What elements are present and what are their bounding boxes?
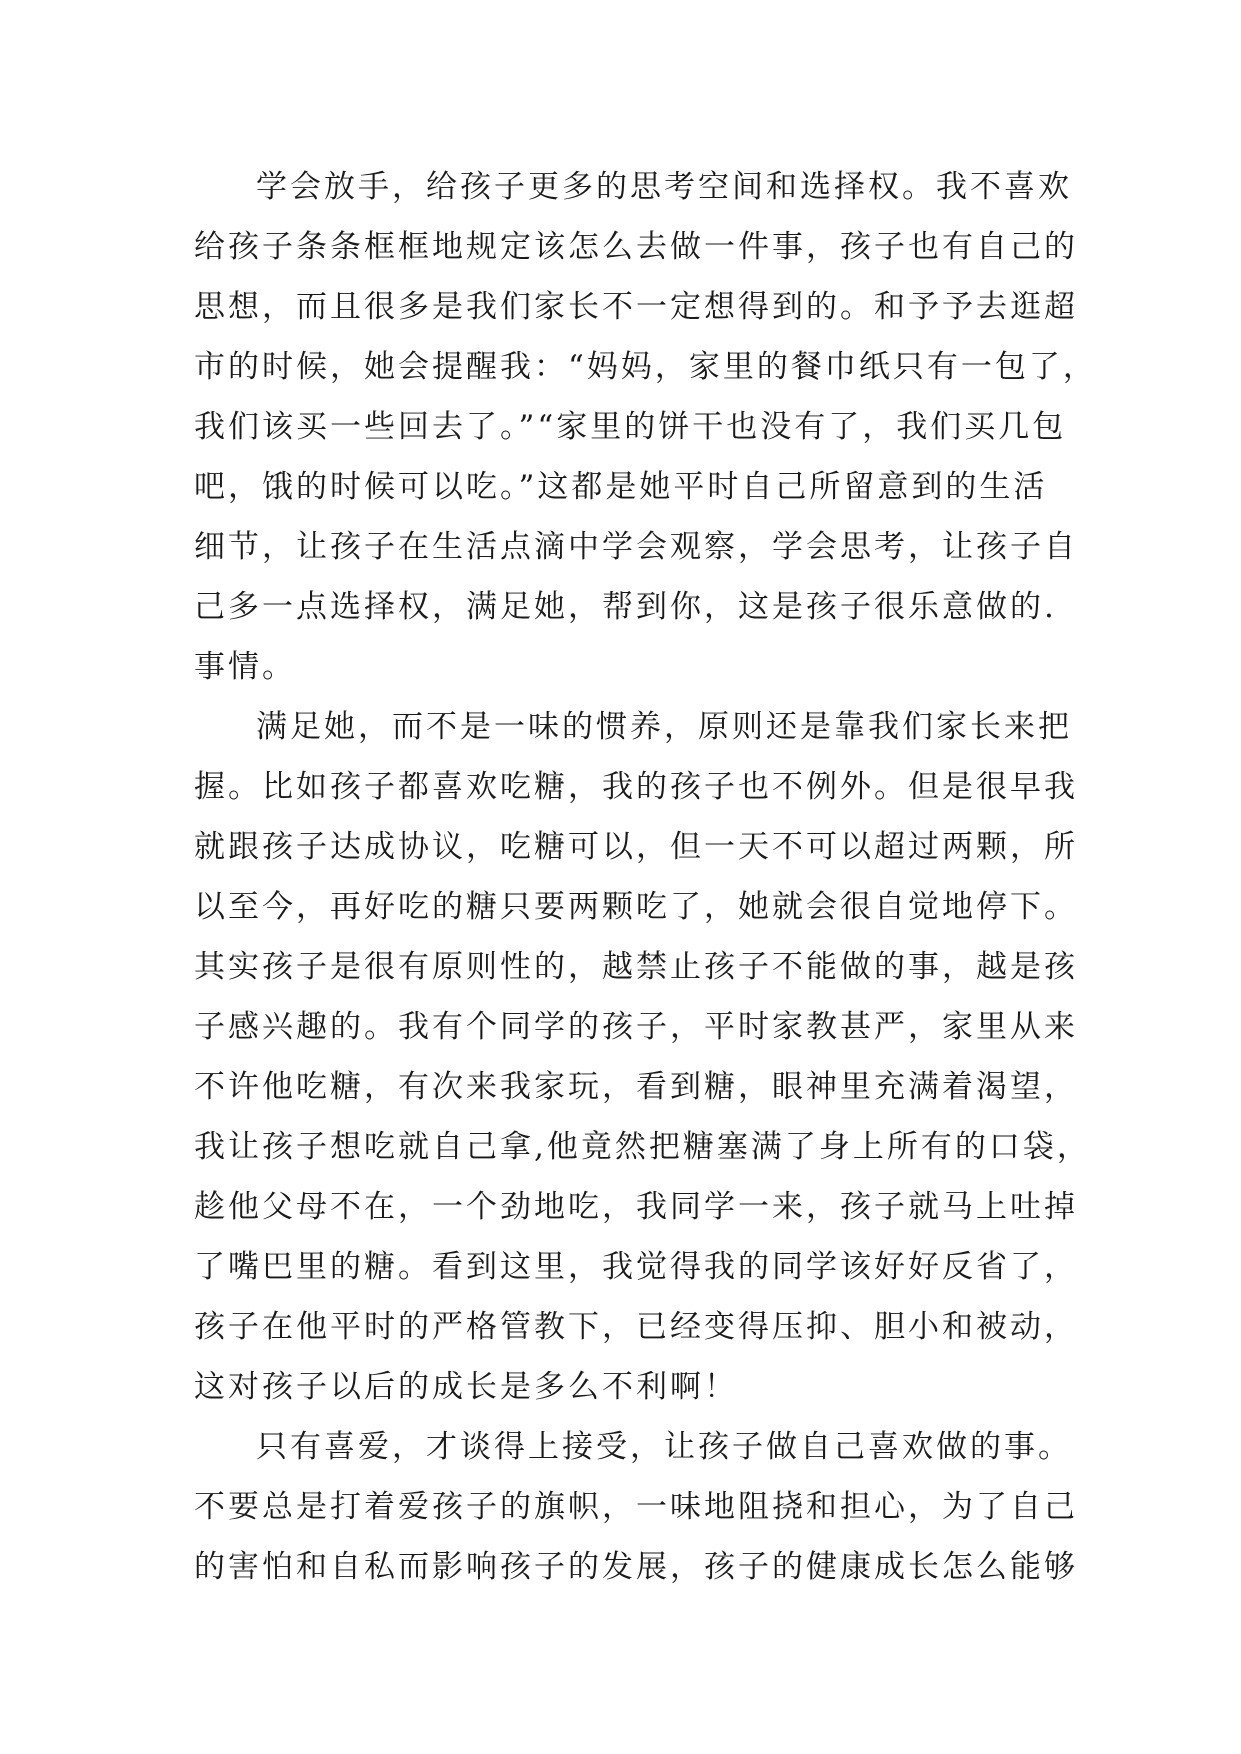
text-line: 这对孩子以后的成长是多么不利啊！ bbox=[194, 1369, 738, 1405]
paragraph-2 bbox=[194, 697, 1091, 1417]
text-line: 的害怕和自私而影响孩子的发展，孩子的健康成长怎么能够 bbox=[194, 1549, 1078, 1585]
text-line: 吧，饿的时候可以吃。”这都是她平时自己所留意到的生活 bbox=[194, 469, 1048, 505]
text-line: 满足她，而不是一味的惯养，原则还是靠我们家长来把 bbox=[256, 709, 1072, 745]
text-line: 思想，而且很多是我们家长不一定想得到的。和予予去逛超 bbox=[194, 289, 1078, 325]
paragraph-1 bbox=[194, 157, 1097, 697]
text-line: 只有喜爱，才谈得上接受，让孩子做自己喜欢做的事。 bbox=[256, 1429, 1072, 1465]
text-line: 了嘴巴里的糖。看到这里，我觉得我的同学该好好反省了， bbox=[194, 1249, 1078, 1285]
text-line: 趁他父母不在，一个劲地吃，我同学一来，孩子就马上吐掉 bbox=[194, 1189, 1078, 1225]
text-line: 我们该买一些回去了。”“家里的饼干也没有了，我们买几包 bbox=[194, 409, 1067, 445]
text-line: 就跟孩子达成协议，吃糖可以，但一天不可以超过两颗，所 bbox=[194, 829, 1078, 865]
text-line: 其实孩子是很有原则性的，越禁止孩子不能做的事，越是孩 bbox=[194, 949, 1078, 985]
text-line: 不许他吃糖，有次来我家玩，看到糖，眼神里充满着渴望， bbox=[194, 1069, 1078, 1105]
text-line: 孩子在他平时的严格管教下，已经变得压抑、胆小和被动， bbox=[194, 1309, 1078, 1345]
text-line: 以至今，再好吃的糖只要两颗吃了，她就会很自觉地停下。 bbox=[194, 889, 1078, 925]
text-line: 不要总是打着爱孩子的旗帜，一味地阻挠和担心，为了自己 bbox=[194, 1489, 1078, 1525]
text-line: 子感兴趣的。我有个同学的孩子，平时家教甚严，家里从来 bbox=[194, 1009, 1078, 1045]
text-line: 市的时候，她会提醒我：“妈妈，家里的餐巾纸只有一包了， bbox=[194, 349, 1097, 385]
text-line: 己多一点选择权，满足她，帮到你，这是孩子很乐意做的. bbox=[194, 589, 1057, 625]
text-line: 事情。 bbox=[194, 649, 296, 685]
text-line: 我让孩子想吃就自己拿,他竟然把糖塞满了身上所有的口袋， bbox=[194, 1129, 1091, 1165]
text-line: 细节，让孩子在生活点滴中学会观察，学会思考，让孩子自 bbox=[194, 529, 1078, 565]
text-line: 给孩子条条框框地规定该怎么去做一件事，孩子也有自己的 bbox=[194, 229, 1078, 265]
document-body bbox=[194, 157, 1097, 1597]
text-line: 学会放手，给孩子更多的思考空间和选择权。我不喜欢 bbox=[256, 169, 1072, 205]
paragraph-3 bbox=[194, 1417, 1078, 1597]
text-line: 握。比如孩子都喜欢吃糖，我的孩子也不例外。但是很早我 bbox=[194, 769, 1078, 805]
